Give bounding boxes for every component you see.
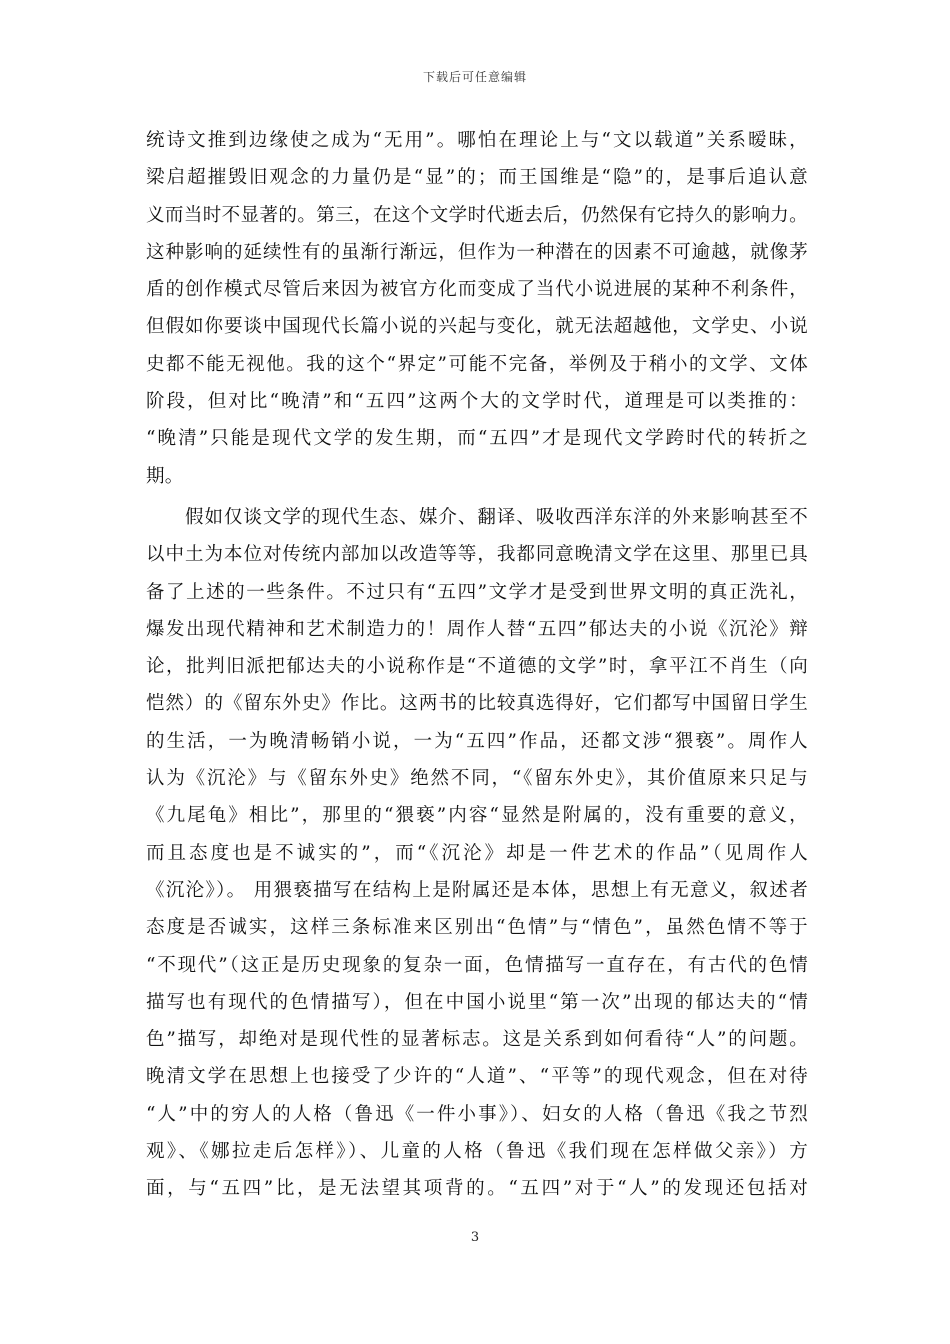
text-line: 而且态度也是不诚实的”，而“《沉沦》却是一件艺术的作品”（见周作人 — [146, 842, 808, 864]
text-line: 盾的创作模式尽管后来因为被官方化而变成了当代小说进展的某种不利条件， — [146, 279, 808, 301]
paragraph-1 — [146, 122, 808, 495]
text-line: 期。 — [146, 465, 184, 487]
text-line: 面，与“五四”比，是无法望其项背的。“五四”对于“人”的发现还包括对 — [146, 1178, 808, 1200]
text-line: “晚清”只能是现代文学的发生期，而“五四”才是现代文学跨时代的转折之 — [146, 428, 808, 450]
text-line: 描写也有现代的色情描写），但在中国小说里“第一次”出现的郁达夫的“情 — [146, 991, 808, 1013]
text-line: 《九尾龟》相比”，那里的“猥亵”内容“显然是附属的，没有重要的意义， — [146, 805, 808, 827]
text-line: 假如仅谈文学的现代生态、媒介、翻译、吸收西洋东洋的外来影响甚至不 — [146, 506, 808, 528]
document-body — [146, 122, 808, 1208]
text-line: 阶段，但对比“晚清”和“五四”这两个大的文学时代，道理是可以类推的： — [146, 391, 808, 413]
text-line: 但假如你要谈中国现代长篇小说的兴起与变化，就无法超越他，文学史、小说 — [146, 316, 808, 338]
text-line: 晚清文学在思想上也接受了少许的“人道”、“平等”的现代观念，但在对待 — [146, 1066, 808, 1088]
page-header: 下载后可任意编辑 — [422, 70, 527, 84]
text-line: 论，批判旧派把郁达夫的小说称作是“不道德的文学”时，拿平江不肖生（向 — [146, 656, 808, 678]
text-line: 态度是否诚实，这样三条标准来区别出“色情”与“情色”，虽然色情不等于 — [146, 917, 808, 939]
text-line: “人”中的穷人的人格（鲁迅《一件小事》）、妇女的人格（鲁迅《我之节烈 — [146, 1103, 808, 1125]
text-line: 这种影响的延续性有的虽渐行渐远，但作为一种潜在的因素不可逾越，就像茅 — [146, 241, 808, 263]
text-line: 史都不能无视他。我的这个“界定”可能不完备，举例及于稍小的文学、文体 — [146, 353, 808, 375]
text-line: 恺然）的《留东外史》作比。这两书的比较真选得好，它们都写中国留日学生 — [146, 693, 808, 715]
text-line: 备了上述的一些条件。不过只有“五四”文学才是受到世界文明的真正洗礼， — [146, 581, 808, 603]
text-line: 色”描写，却绝对是现代性的显著标志。这是关系到如何看待“人”的问题。 — [146, 1029, 808, 1051]
page-number: 3 — [470, 1230, 480, 1245]
text-line: 爆发出现代精神和艺术制造力的！周作人替“五四”郁达夫的小说《沉沦》辩 — [146, 618, 808, 640]
text-line: 认为《沉沦》与《留东外史》绝然不同，“《留东外史》，其价值原来只足与 — [146, 768, 808, 790]
paragraph-2 — [146, 499, 808, 1208]
text-line: 观》、《娜拉走后怎样》）、儿童的人格（鲁迅《我们现在怎样做父亲》）方 — [146, 1141, 808, 1163]
text-line: 梁启超摧毁旧观念的力量仍是“显”的；而王国维是“隐”的，是事后追认意 — [146, 167, 808, 189]
text-line: 的生活，一为晚清畅销小说，一为“五四”作品，还都文涉“猥亵”。周作人 — [146, 730, 808, 752]
text-line: 以中土为本位对传统内部加以改造等等，我都同意晚清文学在这里、那里已具 — [146, 544, 808, 566]
text-line: 《沉沦》）。 用猥亵描写在结构上是附属还是本体，思想上有无意义，叙述者 — [146, 879, 808, 901]
text-line: “不现代”（这正是历史现象的复杂一面，色情描写一直存在，有古代的色情 — [146, 954, 808, 976]
text-line: 统诗文推到边缘使之成为“无用”。哪怕在理论上与“文以载道”关系暧昧， — [146, 130, 808, 151]
text-line: 义而当时不显著的。第三，在这个文学时代逝去后，仍然保有它持久的影响力。 — [146, 204, 808, 226]
